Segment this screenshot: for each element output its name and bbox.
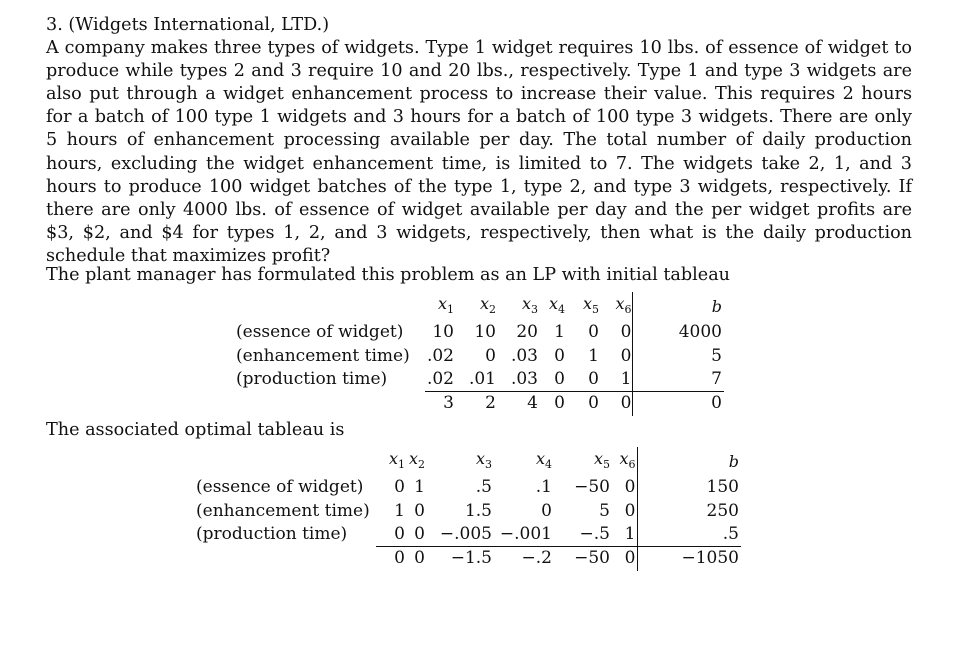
tableau-cell: 1 xyxy=(394,500,405,521)
variable-header: $x_1$ xyxy=(388,449,405,472)
row-label: (enhancement time) xyxy=(236,345,410,366)
tableau-cell: .5 xyxy=(475,477,492,498)
tableau-header-row xyxy=(236,292,724,321)
tableau-cell: 0 xyxy=(624,500,636,521)
tableau-cell: .1 xyxy=(535,477,552,498)
objective-cell: 0 xyxy=(376,547,406,571)
tableau-cell: 20 xyxy=(516,322,538,343)
objective-cell: 4 xyxy=(496,392,538,416)
row-label: (enhancement time) xyxy=(196,500,370,521)
tableau-row xyxy=(196,476,741,499)
objective-cell: 3 xyxy=(425,392,454,416)
variable-header: $x_3$ xyxy=(475,449,492,472)
tableau-row xyxy=(196,523,741,547)
variable-header: $x_5$ xyxy=(582,294,599,317)
tableau-cell: −50 xyxy=(574,477,610,498)
variable-header: $x_2$ xyxy=(408,449,425,472)
tableau-cell: 0 xyxy=(394,524,405,545)
tableau-row xyxy=(236,345,724,368)
problem-statement xyxy=(46,14,912,268)
tableau-cell: .03 xyxy=(510,369,538,390)
tableau-cell: 0 xyxy=(394,477,405,498)
tableau-cell: 0 xyxy=(624,477,636,498)
objective-row xyxy=(196,547,741,571)
tableau-cell: 10 xyxy=(474,322,496,343)
tableau-cell: 0 xyxy=(414,500,425,521)
tableau-cell: 0 xyxy=(554,345,565,366)
rhs-cell: 150 xyxy=(637,476,741,499)
rhs-cell: 250 xyxy=(637,500,741,523)
variable-header: $x_3$ xyxy=(521,294,538,317)
rhs-cell: 4000 xyxy=(632,321,724,344)
rhs-cell: 7 xyxy=(632,368,724,392)
tableau-cell: 0 xyxy=(541,500,552,521)
tableau-cell: 0 xyxy=(485,345,496,366)
tableau-row xyxy=(236,321,724,344)
objective-cell: 0 xyxy=(538,392,565,416)
tableau-cell: −.005 xyxy=(439,524,492,545)
variable-header: $x_4$ xyxy=(535,449,552,472)
tableau-row xyxy=(196,500,741,523)
rhs-header: b xyxy=(632,292,724,321)
tableau-cell: −.5 xyxy=(579,524,610,545)
tableau-row xyxy=(236,368,724,392)
tableau-cell: .02 xyxy=(426,369,454,390)
row-label: (essence of widget) xyxy=(236,322,404,343)
problem-heading: 3. (Widgets International, LTD.) xyxy=(46,15,330,35)
initial-tableau-intro: The plant manager has formulated this problem as an LP with initial tableau xyxy=(46,265,731,285)
tableau-cell: 0 xyxy=(554,369,565,390)
tableau-cell: 0 xyxy=(620,345,632,366)
variable-header: $x_4$ xyxy=(548,294,565,317)
initial-tableau xyxy=(236,292,724,416)
tableau-cell: 10 xyxy=(432,322,454,343)
objective-cell: −.2 xyxy=(493,547,553,571)
tableau-cell: 0 xyxy=(620,322,632,343)
objective-row xyxy=(236,392,724,416)
tableau-cell: .02 xyxy=(426,345,454,366)
row-label: (essence of widget) xyxy=(196,477,364,498)
problem-body: A company makes three types of widgets. Type 1 widget requires 10 lbs. of essence of widget to produce while types 2 and 3 require 10 and 20 lbs., respectively. Type 1 and type 3 widgets are also put through a widget enhancement process to increase their value. This requires 2 hours for a batch of 100 type 1 widgets and 3 hours for a batch of 100 type 3 widgets. There are only 5 hours of enhancement processing available per day. The total number of daily production hours, excluding the widget enhancement time, is limited to 7. The widgets take 2, 1, and 3 hours to produce 100 widget batches of the type 1, type 2, and type 3 widgets, respectively. If there are only 4000 lbs. of essence of widget available per day and the per widget profits are $3, $2, and $4 for types 1, 2, and 3 widgets, respectively, then what is the daily production schedule that maximizes profit? xyxy=(46,38,912,266)
rhs-cell: 5 xyxy=(632,345,724,368)
objective-cell: 0 xyxy=(611,547,637,571)
objective-cell: 0 xyxy=(406,547,426,571)
objective-rhs-cell: −1050 xyxy=(637,547,741,571)
row-label: (production time) xyxy=(196,524,348,545)
tableau-cell: 1 xyxy=(588,345,599,366)
rhs-header: b xyxy=(637,447,741,476)
variable-header: $x_6$ xyxy=(619,449,636,472)
variable-header: $x_6$ xyxy=(615,294,632,317)
tableau-cell: .01 xyxy=(468,369,496,390)
variable-header: $x_5$ xyxy=(593,449,610,472)
rhs-cell: .5 xyxy=(637,523,741,547)
optimal-tableau-intro: The associated optimal tableau is xyxy=(46,420,345,440)
objective-cell: 2 xyxy=(454,392,496,416)
objective-cell: −1.5 xyxy=(426,547,493,571)
tableau-cell: 0 xyxy=(414,524,425,545)
tableau-cell: 1 xyxy=(620,369,632,390)
objective-rhs-cell: 0 xyxy=(632,392,724,416)
optimal-tableau xyxy=(196,447,741,571)
objective-cell: 0 xyxy=(565,392,599,416)
tableau-cell: .03 xyxy=(510,345,538,366)
row-label: (production time) xyxy=(236,369,388,390)
variable-header: $x_2$ xyxy=(479,294,496,317)
objective-cell: 0 xyxy=(599,392,632,416)
variable-header: $x_1$ xyxy=(437,294,454,317)
tableau-header-row xyxy=(196,447,741,476)
tableau-cell: −.001 xyxy=(499,524,552,545)
tableau-cell: 0 xyxy=(588,322,599,343)
tableau-cell: 1.5 xyxy=(464,500,492,521)
tableau-cell: 1 xyxy=(624,524,636,545)
objective-cell: −50 xyxy=(553,547,611,571)
tableau-cell: 0 xyxy=(588,369,599,390)
tableau-cell: 1 xyxy=(414,477,425,498)
tableau-cell: 5 xyxy=(599,500,610,521)
tableau-cell: 1 xyxy=(554,322,565,343)
